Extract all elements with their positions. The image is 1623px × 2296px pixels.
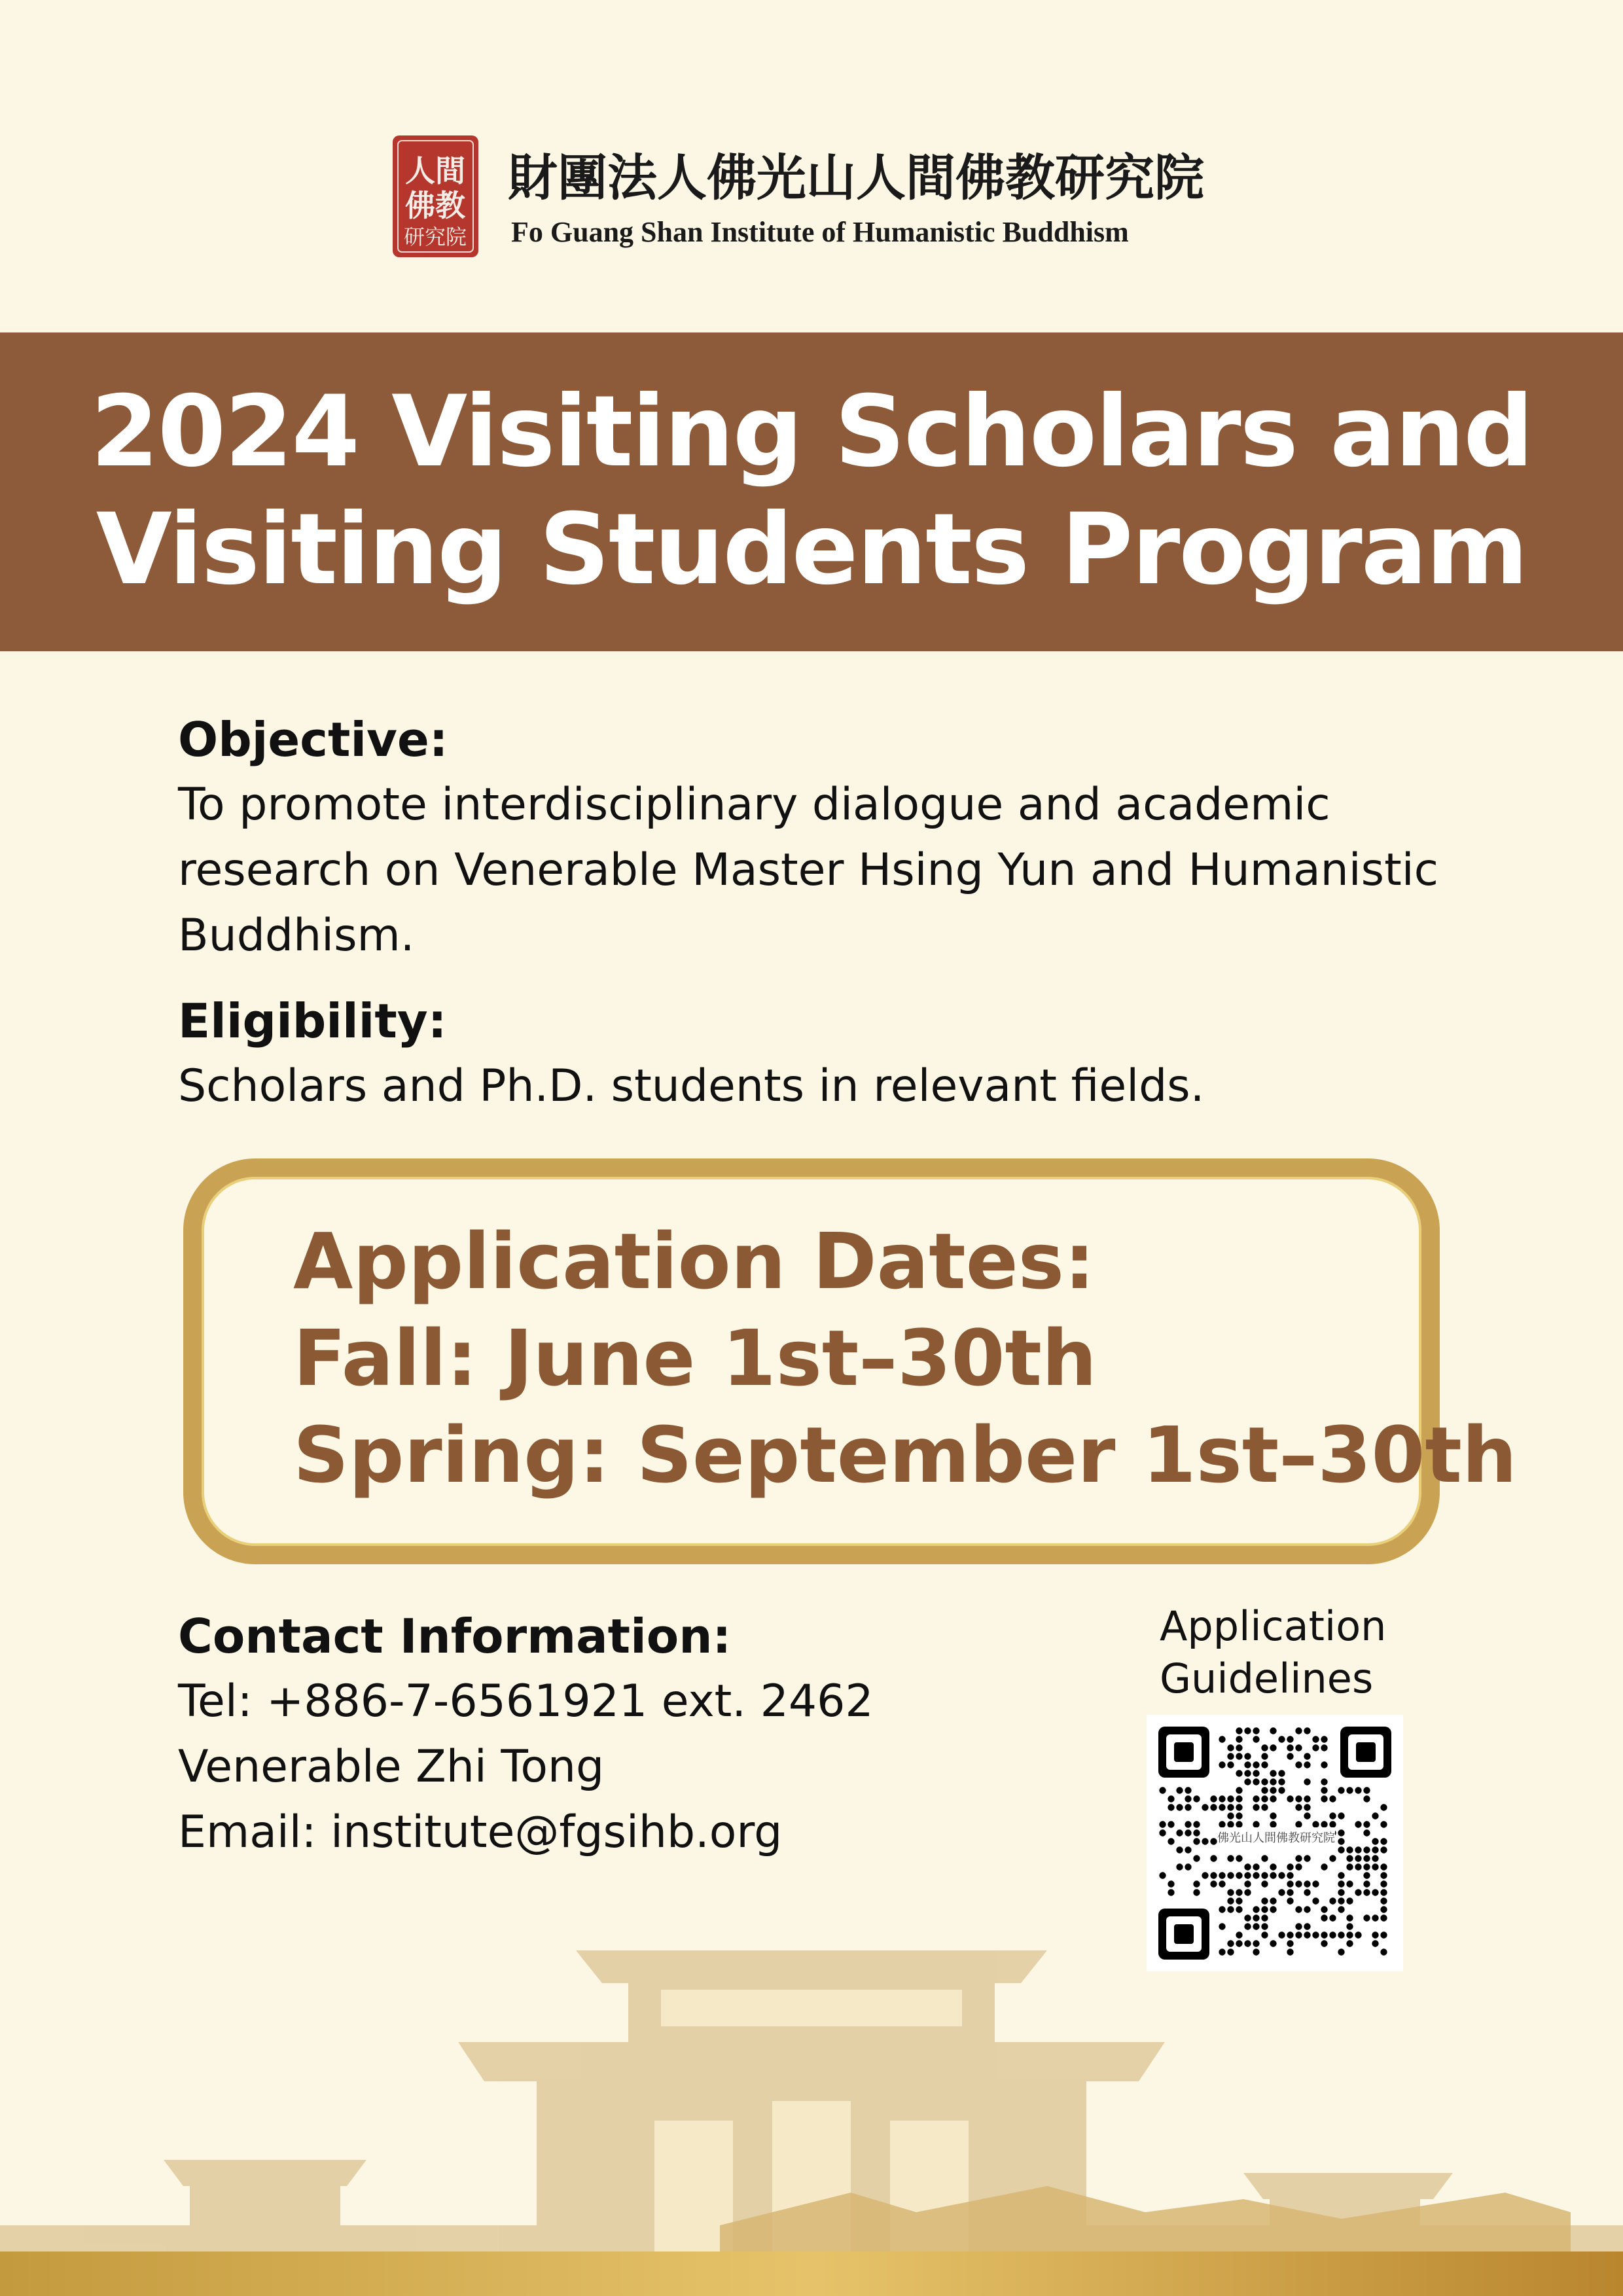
page-title xyxy=(0,373,1623,609)
contact-telephone: Tel: +886-7-6561921 ext. 2462 xyxy=(178,1676,874,1727)
qr-label xyxy=(1160,1600,1435,1705)
title-line-1: 2024 Visiting Scholars and xyxy=(90,375,1533,489)
institute-seal-logo xyxy=(391,134,480,259)
qr-label-line-2: Guidelines xyxy=(1160,1655,1374,1702)
qr-finder-top-right xyxy=(1340,1727,1391,1778)
qr-label-line-1: Application xyxy=(1160,1602,1387,1650)
qr-caption: 佛光山人間佛教研究院 xyxy=(1217,1831,1335,1845)
svg-text:佛教: 佛教 xyxy=(405,188,465,223)
objective-text: To promote interdisciplinary dialogue and academic research on Venerable Master Hsing Yun and Humanistic Buddhism. xyxy=(178,779,1439,961)
application-dates-heading: Application Dates: xyxy=(293,1216,1096,1306)
title-line-2: Visiting Students Program xyxy=(96,493,1527,607)
contact-email[interactable]: Email: institute@fgsihb.org xyxy=(178,1806,783,1858)
org-name-english: Fo Guang Shan Institute of Humanistic Buddhism xyxy=(511,216,1129,248)
svg-text:研究院: 研究院 xyxy=(403,224,467,249)
eligibility-text: Scholars and Ph.D. students in relevant fields. xyxy=(178,1060,1205,1112)
eligibility-heading: Eligibility: xyxy=(178,994,447,1049)
qr-finder-top-left xyxy=(1158,1727,1209,1778)
spring-dates: Spring: September 1st–30th xyxy=(293,1410,1517,1500)
fall-dates: Fall: June 1st–30th xyxy=(293,1313,1097,1403)
temple-silhouette-decoration xyxy=(0,1885,1623,2296)
objective-heading: Objective: xyxy=(178,712,448,767)
contact-person: Venerable Zhi Tong xyxy=(178,1741,605,1793)
svg-text:人間: 人間 xyxy=(405,153,465,188)
contact-heading: Contact Information: xyxy=(178,1609,732,1664)
org-name-chinese: 財團法人佛光山人間佛教研究院 xyxy=(508,149,1204,207)
